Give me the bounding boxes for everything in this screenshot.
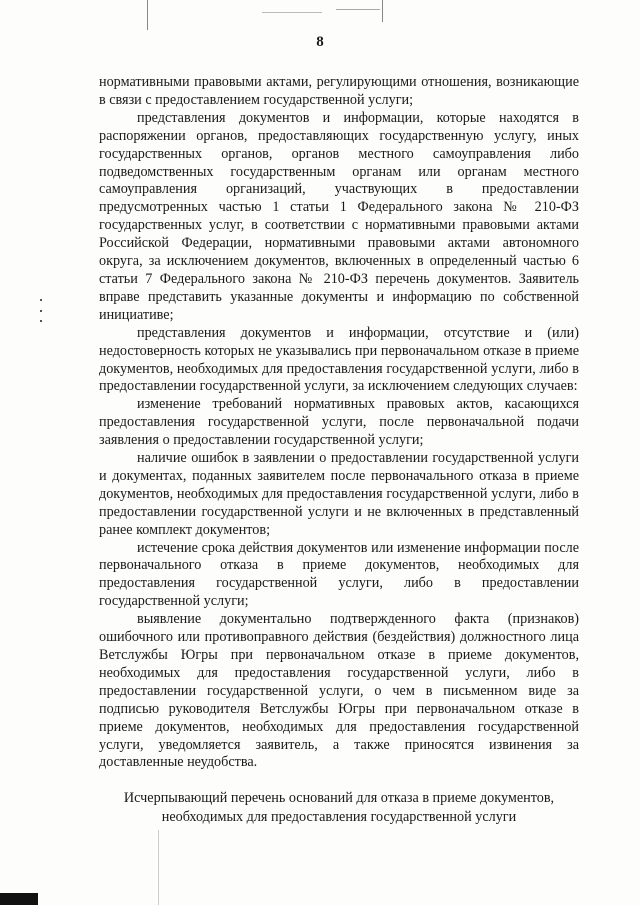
- scan-artifact: [40, 320, 42, 322]
- section-heading-line: необходимых для предоставления государственной услуги: [161, 809, 517, 825]
- page-number: 8: [316, 34, 324, 50]
- scan-artifact: [0, 893, 38, 905]
- paragraph: представления документов и информации, отсутствие и (или) недостоверность которых не указывались при первоначальном отказе в приеме документов, необходимых для предоставления государственной услуги, либо в предоставлении государственной услуги, за исключением следующих случаев:: [99, 324, 579, 395]
- paragraph: наличие ошибок в заявлении о предоставлении государственной услуги и документах, поданных заявителем после первоначального отказа в приеме документов, необходимых для предоставления государственной услуги, либо в предоставлении государственной услуги и не включенных в представленный ранее комплект документов;: [99, 450, 579, 538]
- scan-artifact: [147, 0, 148, 30]
- paragraph: изменение требований нормативных правовых актов, касающихся предоставления государственной услуги, после первоначальной подачи заявления о предоставлении государственной услуги;: [99, 396, 579, 449]
- scan-artifact: [336, 9, 380, 10]
- paragraph: истечение срока действия документов или изменение информации после первоначального отказа в приеме документов, необходимых для предоставления государственной услуги, либо в предоставлении государственной услуги;: [99, 539, 579, 610]
- section-heading-line: Исчерпывающий перечень оснований для отказа в приеме документов,: [123, 790, 555, 806]
- scan-artifact: [382, 0, 383, 22]
- paragraph: выявление документально подтвержденного факта (признаков) ошибочного или противоправного действия (бездействия) должностного лица Ветслужбы Югры при первоначальном отказе в приеме документов, необходимых для предоставления государственной услуги, либо в предоставлении государственной услуги, о чем в письменном виде за подписью руководителя Ветслужбы Югры при первоначальном отказе в приеме документов, необходимых для предоставления государственной услуги, уведомляется заявитель, а также приносятся извинения за доставленные неудобства.: [99, 611, 579, 771]
- paragraph: представления документов и информации, которые находятся в распоряжении органов, предоставляющих государственную услугу, иных государственных органов, органов местного самоуправления либо подведомственных государственным органам или органам местного самоуправления организаций, участвующих в предоставлении предусмотренных частью 1 статьи 1 Федерального закона № 210-ФЗ государственных услуг, в соответствии с нормативными правовыми актами Российской Федерации, нормативными правовыми актами автономного округа, за исключением документов, включенных в определенный частью 6 статьи 7 Федерального закона № 210-ФЗ перечень документов. Заявитель вправе представить указанные документы и информацию по собственной инициативе;: [99, 109, 579, 323]
- scan-artifact: [262, 12, 322, 13]
- document-body: [99, 74, 579, 772]
- section-heading: [99, 789, 579, 827]
- scan-artifact: [158, 830, 159, 905]
- scan-artifact: [40, 299, 42, 301]
- paragraph: нормативными правовыми актами, регулирующими отношения, возникающие в связи с предоставлением государственной услуги;: [99, 74, 579, 108]
- scan-artifact: [40, 310, 42, 312]
